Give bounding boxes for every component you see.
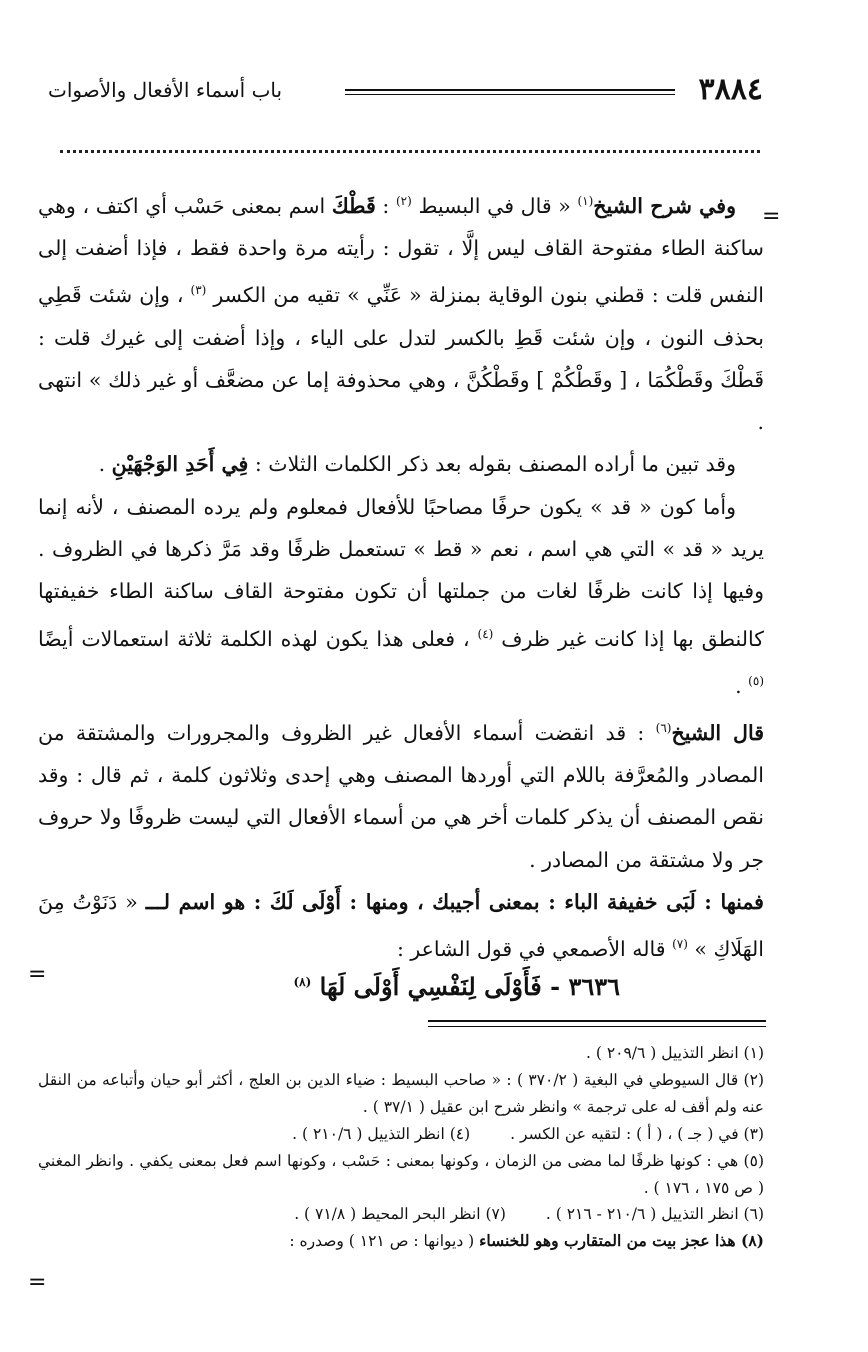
- footnote-3: (٣) في ( جـ ) ، ( أ ) : لتقيه عن الكسر .: [510, 1124, 764, 1143]
- footnote-ref: (١): [577, 194, 594, 208]
- lead-qal-al-shaykh: قال الشيخ: [671, 720, 765, 745]
- margin-mark-top: =: [762, 204, 781, 229]
- footnote-3-4: [38, 1121, 764, 1148]
- footnotes: [38, 1040, 764, 1255]
- paragraph-3: [38, 486, 764, 707]
- text-run: « قال في البسيط: [411, 193, 578, 218]
- text-run: .: [98, 452, 112, 477]
- term-fi-ahad-alwajhayn: فِي أَحَدِ الوَجْهَيْنِ: [111, 452, 249, 477]
- text-run: « دَنَوْتُ مِنَ الهَلَاكِ »: [38, 889, 764, 962]
- page-number: ٣٨٨٤: [698, 72, 763, 107]
- footnote-ref: (٣): [190, 283, 207, 298]
- main-text: [38, 180, 764, 970]
- text-run: قاله الأصمعي في قول الشاعر :: [396, 937, 673, 962]
- text-run: وقد تبين ما أراده المصنف بقوله بعد ذكر الكلمات الثلاث :: [248, 452, 736, 477]
- footnote-4: (٤) انظر التذييل ( ٢١٠/٦ ) .: [292, 1124, 471, 1143]
- footnote-rule-thin: [428, 1026, 766, 1027]
- footnote-6: (٦) انظر التذييل ( ٢١٠/٦ - ٢١٦ ) .: [545, 1205, 764, 1224]
- footnote-5: (٥) هي : كونها ظرفًا لما مضى من الزمان ، وكونها بمعنى : حَسْب ، وكونها اسم فعل بمعنى يكفي . وانظر المغني ( ص ١٧٥ ، ١٧٦ ) .: [38, 1151, 764, 1197]
- margin-mark-verse: =: [28, 962, 47, 987]
- verse-text: ٣٦٣٦ - فَأَوْلَى لِنَفْسِي أَوْلَى لَهَا: [319, 972, 620, 1001]
- text-run: اسم بمعنى حَسْب أي اكتف ، وهي ساكنة الطاء مفتوحة القاف ليس إلَّا ، تقول : رأيته مرة واحدة فقط ، فإذا أضفت إلى النفس قلت : قطني بنون الوقاية بمنزلة « عَنِّي » تقيه من الكسر: [38, 193, 765, 308]
- text-run: ، وإن شئت قَطِي بحذف النون ، وإن شئت قَطِ بالكسر لتدل على الياء ، وإذا أضفت إلى غيرك قلت : قَطْكَ وقَطْكُمَا ، [ وقَطْكُمْ ] وقَطْكُنَّ ، وهي محذوفة إما عن مضعَّف أو غير ذلك » انتهى .: [38, 283, 764, 435]
- paragraph-1: [38, 180, 764, 443]
- footnote-8-lead: (٨) هذا عجز بيت من المتقارب وهو للخنساء: [479, 1231, 764, 1251]
- page-header: [48, 70, 763, 114]
- lead-sharh-al-shaykh: وفي شرح الشيخ: [593, 193, 736, 218]
- term-qatk: قَطْكَ: [331, 193, 376, 218]
- text-run: ، فعلى هذا يكون لهذه الكلمة ثلاثة استعمالات أيضًا: [38, 626, 478, 651]
- running-title: باب أسماء الأفعال والأصوات: [48, 78, 283, 102]
- footnote-2: (٢) قال السيوطي في البغية ( ٣٧٠/٢ ) : « صاحب البسيط : ضياء الدين بن العلج ، أكثر أبو حيان وأتباعه من النقل عنه ولم أقف له على ترجمة » وانظر شرح ابن عقيل ( ٣٧/١ ) .: [38, 1070, 764, 1116]
- footnote-7: (٧) انظر البحر المحيط ( ٧١/٨ ) .: [294, 1205, 506, 1224]
- header-rule: [345, 89, 675, 95]
- paragraph-2: [38, 443, 764, 485]
- bold-run: فمنها : لَبَى خفيفة الباء : بمعنى أجيبك ، ومنها : أَوْلَى لَكَ : هو اسم لـــ: [145, 889, 764, 914]
- paragraph-5: [38, 881, 764, 970]
- text-run: وأما كون « قد » يكون حرفًا مصاحبًا للأفعال فمعلوم ولم يرده المصنف ، لأنه إنما يريد « قد » التي هي اسم ، نعم « قط » تستعمل ظرفًا وقد مَرَّ ذكرها في الظروف . وفيها إذا كانت ظرفًا لغات من جملتها أن تكون مفتوحة القاف ساكنة الطاء خفيفتها كالنطق بها إذا كانت غير ظرف: [38, 494, 764, 651]
- text-run: :: [375, 193, 396, 218]
- text-run: : قد انقضت أسماء الأفعال غير الظروف والمجرورات والمشتقة من المصادر والمُعرَّفة باللام التي أوردها المصنف وهي إحدى وثلاثون كلمة ، ثم قال : وقد نقص المصنف أن يذكر كلمات أخر هي من أسماء الأفعال التي ليست ظروفًا ولا حروف جر ولا مشتقة من المصادر .: [38, 720, 764, 872]
- footnote-ref: (٦): [655, 720, 672, 735]
- footnote-ref: (٧): [672, 937, 688, 952]
- text-run: .: [735, 673, 749, 698]
- dotted-separator: [60, 142, 760, 153]
- footnote-ref: (٨): [293, 975, 312, 989]
- footnote-rule: [428, 1020, 766, 1022]
- verse-line: [120, 962, 620, 1007]
- footnote-6-7: [38, 1201, 764, 1228]
- footnote-ref: (٢): [395, 194, 412, 208]
- footnote-8-rest: ( ديوانها : ص ١٢١ ) وصدره :: [289, 1232, 480, 1251]
- footnote-8: [38, 1228, 764, 1255]
- margin-mark-bottom: =: [28, 1270, 47, 1295]
- footnote-ref: (٥): [748, 673, 764, 688]
- footnote-ref: (٤): [477, 626, 494, 641]
- footnote-1: (١) انظر التذييل ( ٢٠٩/٦ ) .: [585, 1044, 764, 1062]
- paragraph-4: [38, 707, 764, 881]
